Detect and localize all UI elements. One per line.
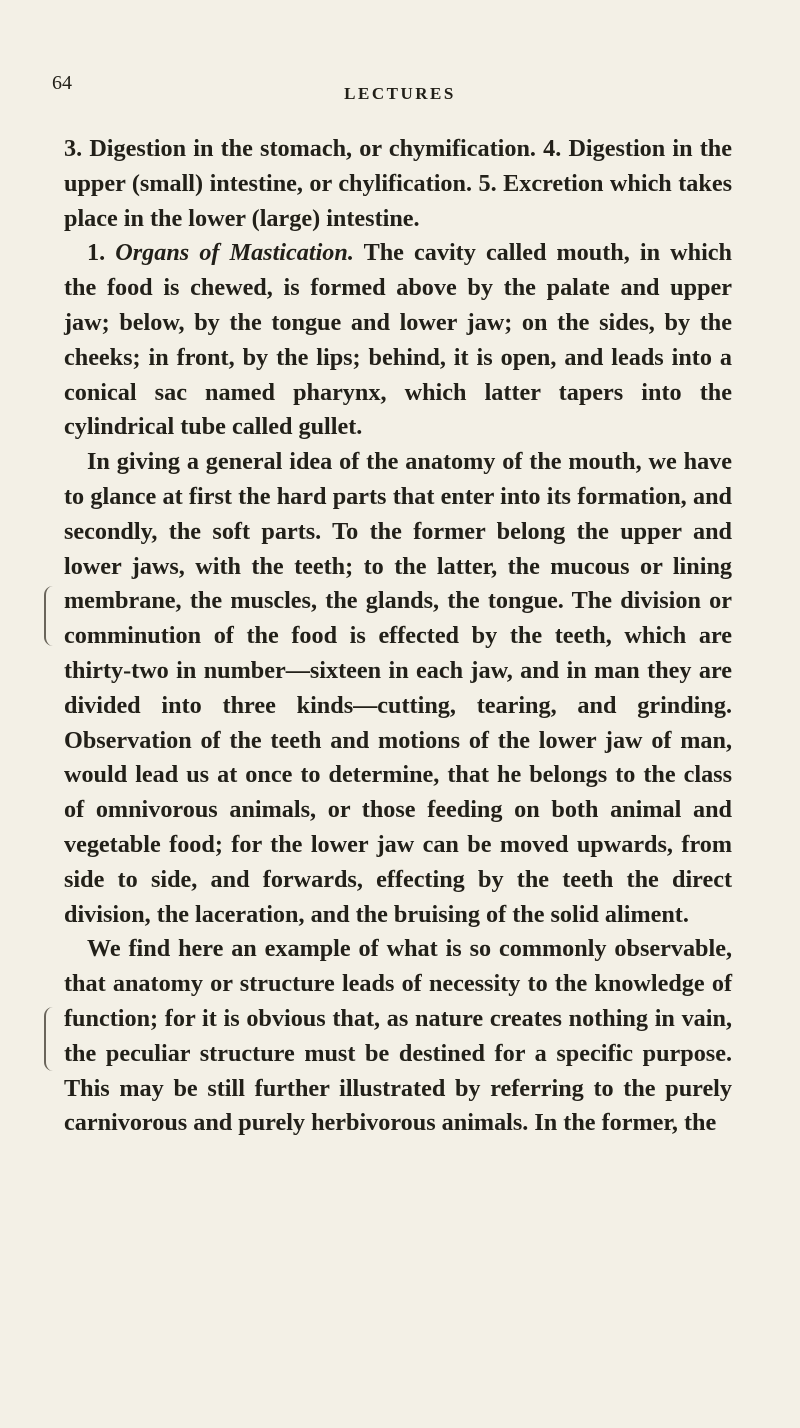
- margin-brace-mark: [44, 586, 56, 646]
- paragraph-anatomy-of-mouth: [64, 445, 732, 932]
- paragraph-digestion-stages: [64, 132, 732, 236]
- paragraph-text: The cavity called mouth, in which the food is chewed, is formed above by the palate and upper jaw; below, by the tongue and lower jaw; on the sides, by the cheeks; in front, by the lips; behind, it is open, and leads into a conical sac named pharynx, which latter tapers into the cylindrical tube called gullet.: [64, 239, 732, 441]
- section-heading: Organs of Mastication.: [115, 239, 354, 267]
- body-text: [64, 132, 732, 1141]
- margin-brace-mark: [44, 1007, 56, 1071]
- paragraph-text: We find here an example of what is so commonly observable, that anatomy or structure leads of necessity to the knowledge of function; for it is obvious that, as nature creates nothing in vain, the peculiar structure must be destined for a specific purpose. This may be still further illustrated by referring to the purely carnivorous and purely herbivorous animals. In the former, the: [64, 935, 732, 1137]
- paragraph-organs-of-mastication: [64, 236, 732, 445]
- paragraph-structure-and-function: [64, 932, 732, 1141]
- paragraph-text: 3. Digestion in the stomach, or chymification. 4. Digestion in the upper (small) intestine, or chylification. 5. Excretion which takes place in the lower (large) intestine.: [64, 135, 732, 232]
- section-number: 1.: [87, 239, 106, 267]
- page-number: 64: [52, 72, 72, 94]
- running-head: LECTURES: [344, 84, 456, 103]
- paragraph-text: In giving a general idea of the anatomy of the mouth, we have to glance at first the hard parts that enter into its formation, and secondly, the soft parts. To the former belong the upper and lower jaws, with the teeth; to the latter, the mucous or lining membrane, the muscles, the glands, the tongue. The division or comminution of the food is effected by the teeth, which are thirty-two in number—sixteen in each jaw, and in man they are divided into three kinds—cutting, tearing, and grinding. Observation of the teeth and motions of the lower jaw of man, would lead us at once to determine, that he belongs to the class of omnivorous animals, or those feeding on both animal and vegetable food; for the lower jaw can be moved upwards, from side to side, and forwards, effecting by the teeth the direct division, the laceration, and the bruising of the solid aliment.: [64, 448, 732, 928]
